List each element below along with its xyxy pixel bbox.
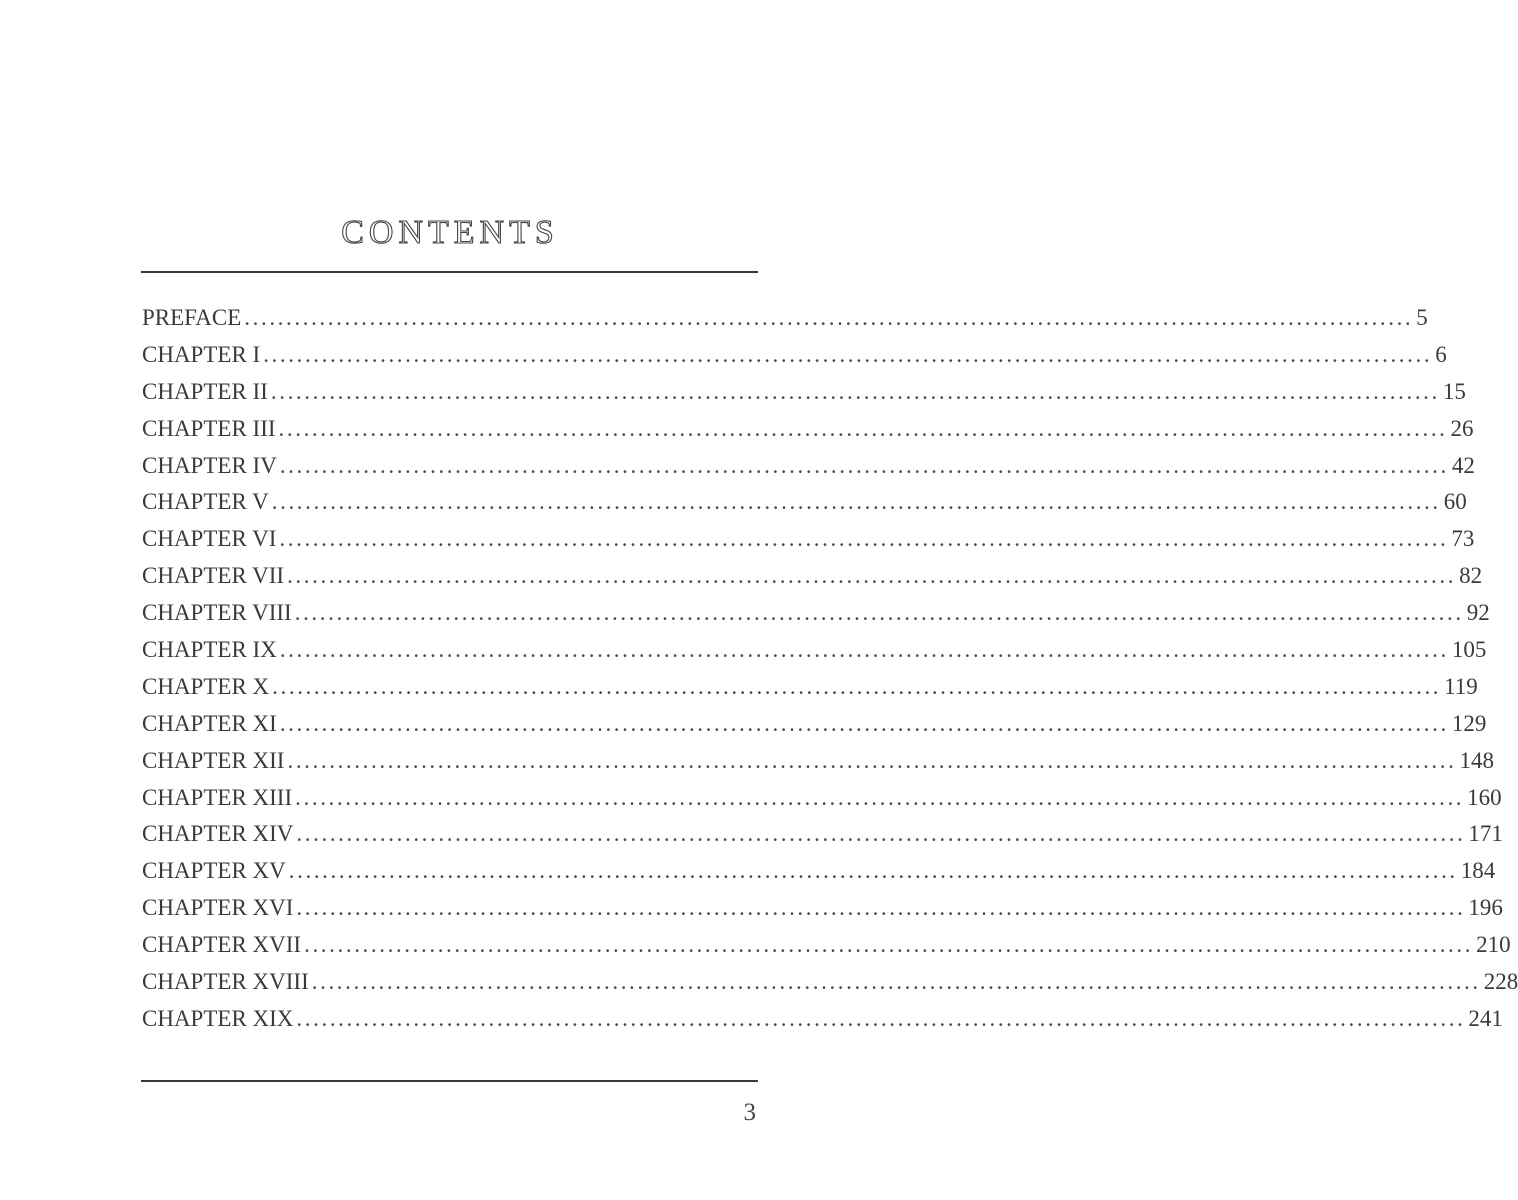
dot-leader: ............................................................................................................................................: [294, 600, 1464, 626]
toc-entry-label: CHAPTER X: [142, 673, 270, 699]
toc-entry[interactable]: [142, 448, 1475, 485]
toc-entry[interactable]: [142, 706, 1487, 743]
toc-entry-label: CHAPTER XVIII: [142, 969, 309, 995]
dot-leader: ............................................................................................................................................: [279, 637, 1449, 663]
toc-entry-label: PREFACE: [142, 305, 242, 330]
dot-leader: ............................................................................................................................................: [296, 821, 1466, 847]
toc-entry[interactable]: [142, 521, 1475, 558]
toc-entry-page: 228: [1483, 969, 1518, 995]
toc-entry[interactable]: [142, 964, 1518, 1001]
toc-entry-label: CHAPTER XII: [142, 747, 285, 773]
dot-leader: ............................................................................................................................................: [271, 489, 1441, 515]
toc-entry-page: 171: [1468, 821, 1503, 847]
toc-entry[interactable]: [142, 337, 1447, 374]
toc-entry-label: CHAPTER XIII: [142, 784, 293, 810]
toc-entry-page: 105: [1451, 637, 1487, 663]
toc-entry-label: CHAPTER IX: [142, 637, 277, 663]
toc-entry-label: CHAPTER VIII: [142, 600, 292, 626]
toc-entry-label: CHAPTER VI: [142, 526, 277, 552]
dot-leader: ............................................................................................................................................: [270, 378, 1440, 404]
toc-entry-page: 241: [1468, 1005, 1503, 1031]
dot-leader: ............................................................................................................................................: [244, 305, 1414, 330]
toc-entry-page: 82: [1459, 563, 1483, 589]
dot-leader: ............................................................................................................................................: [287, 747, 1457, 773]
dot-leader: ............................................................................................................................................: [272, 673, 1442, 699]
toc-entry-page: 210: [1476, 932, 1511, 958]
toc-entry-label: CHAPTER XI: [142, 710, 277, 736]
toc-entry[interactable]: [142, 632, 1487, 669]
toc-entry[interactable]: [142, 595, 1490, 632]
toc-entry[interactable]: [142, 484, 1467, 521]
dot-leader: ............................................................................................................................................: [278, 415, 1448, 441]
dot-leader: ............................................................................................................................................: [304, 932, 1474, 958]
page-title: CONTENTS: [341, 214, 559, 251]
toc-entry-page: 148: [1459, 747, 1494, 773]
toc-entry-page: 15: [1442, 378, 1466, 404]
table-of-contents: [142, 300, 1518, 1038]
toc-entry[interactable]: [142, 1001, 1503, 1038]
dot-leader: ............................................................................................................................................: [279, 526, 1449, 552]
dot-leader: ............................................................................................................................................: [279, 710, 1449, 736]
toc-entry[interactable]: [142, 374, 1466, 411]
top-rule: [141, 271, 758, 273]
toc-entry-page: 6: [1435, 341, 1447, 367]
dot-leader: ............................................................................................................................................: [263, 341, 1433, 367]
toc-entry-label: CHAPTER XVI: [142, 895, 294, 921]
toc-entry-label: CHAPTER XIV: [142, 821, 294, 847]
dot-leader: ............................................................................................................................................: [296, 895, 1466, 921]
toc-entry-page: 42: [1451, 452, 1475, 478]
toc-entry-page: 5: [1416, 305, 1428, 330]
dot-leader: ............................................................................................................................................: [288, 858, 1458, 884]
toc-entry[interactable]: [142, 927, 1511, 964]
toc-entry-label: CHAPTER XV: [142, 858, 286, 884]
toc-entry-label: CHAPTER VII: [142, 563, 285, 589]
toc-entry-label: CHAPTER II: [142, 378, 268, 404]
toc-entry-label: CHAPTER V: [142, 489, 269, 515]
toc-entry-page: 26: [1450, 415, 1474, 441]
page-number: 3: [743, 1099, 756, 1126]
toc-entry[interactable]: [142, 816, 1503, 853]
toc-entry[interactable]: [142, 669, 1478, 706]
toc-entry-label: CHAPTER XVII: [142, 932, 302, 958]
toc-entry[interactable]: [142, 300, 1428, 337]
toc-entry-label: CHAPTER XIX: [142, 1005, 294, 1031]
toc-entry[interactable]: [142, 853, 1496, 890]
toc-entry-label: CHAPTER I: [142, 341, 261, 367]
dot-leader: ............................................................................................................................................: [287, 563, 1457, 589]
toc-entry-page: 119: [1444, 673, 1478, 699]
dot-leader: ............................................................................................................................................: [295, 784, 1465, 810]
toc-entry-page: 196: [1468, 895, 1503, 921]
toc-entry-page: 60: [1443, 489, 1467, 515]
toc-entry[interactable]: [142, 558, 1483, 595]
toc-entry-page: 184: [1460, 858, 1496, 884]
bottom-rule: [141, 1080, 758, 1082]
toc-entry[interactable]: [142, 743, 1494, 780]
toc-entry-page: 73: [1451, 526, 1475, 552]
dot-leader: ............................................................................................................................................: [279, 452, 1449, 478]
toc-entry[interactable]: [142, 411, 1474, 448]
toc-entry-page: 92: [1466, 600, 1490, 626]
toc-entry-page: 129: [1451, 710, 1487, 736]
dot-leader: ............................................................................................................................................: [296, 1005, 1466, 1031]
toc-entry[interactable]: [142, 780, 1502, 817]
dot-leader: ............................................................................................................................................: [311, 969, 1481, 995]
toc-entry-label: CHAPTER IV: [142, 452, 277, 478]
toc-entry[interactable]: [142, 890, 1503, 927]
toc-entry-page: 160: [1467, 784, 1502, 810]
toc-entry-label: CHAPTER III: [142, 415, 276, 441]
